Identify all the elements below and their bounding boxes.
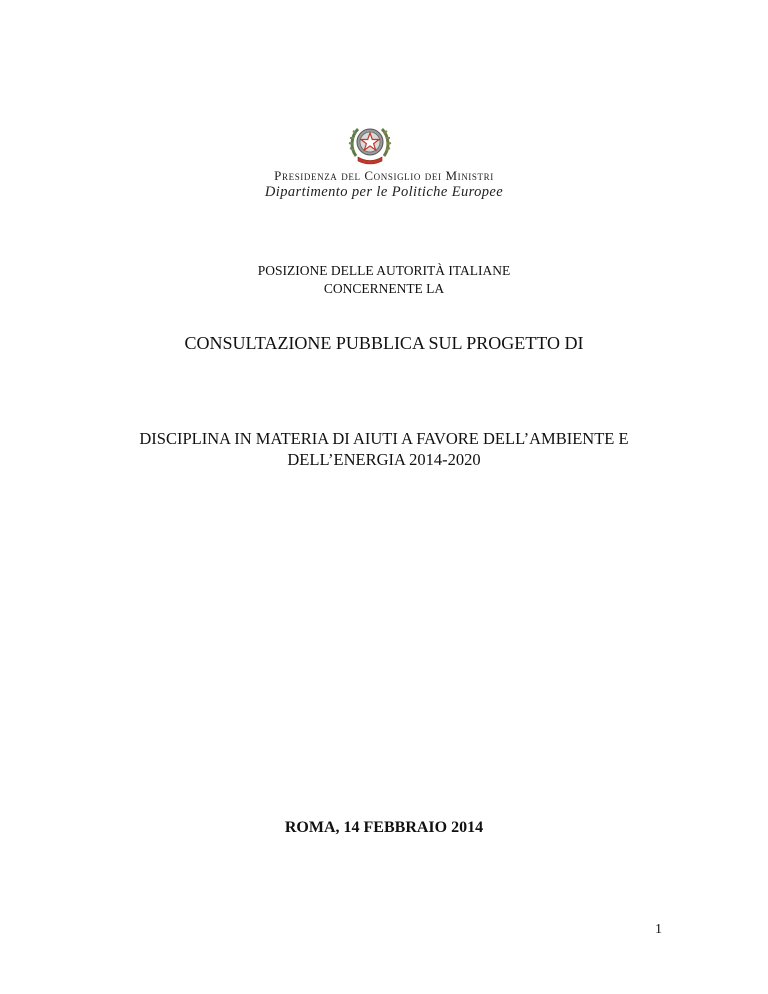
discipline-title-line-2: DELL’ENERGIA 2014-2020 <box>287 450 481 469</box>
document-date: ROMA, 14 FEBBRAIO 2014 <box>284 819 484 836</box>
italian-republic-emblem-icon <box>346 120 394 168</box>
department-name: Dipartimento per le Politiche Europee <box>264 184 504 200</box>
page-number: 1 <box>655 922 662 937</box>
discipline-title-line-1: DISCIPLINA IN MATERIA DI AIUTI A FAVORE DELL’AMBIENTE E <box>139 429 629 448</box>
consultation-title: CONSULTAZIONE PUBBLICA SUL PROGETTO DI <box>184 333 584 353</box>
position-heading-line-1: POSIZIONE DELLE AUTORITÀ ITALIANE <box>257 263 511 278</box>
organization-name: Presidenza del Consiglio dei Ministri <box>274 168 494 183</box>
position-heading-line-2: CONCERNENTE LA <box>323 281 445 296</box>
